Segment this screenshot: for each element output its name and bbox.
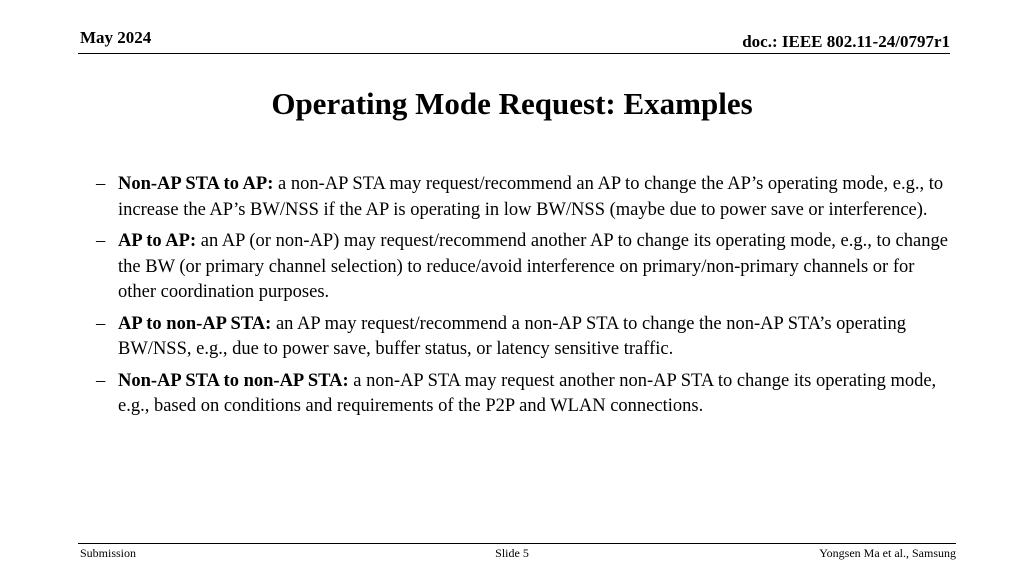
bullet-lead: Non-AP STA to non-AP STA: [118,370,354,391]
footer-divider [78,543,956,544]
bullet-list [96,172,956,426]
bullet-item [96,172,956,223]
footer-authors: Yongsen Ma et al., Samsung [819,546,956,560]
bullet-marker: – [96,370,106,391]
slide-title: Operating Mode Request: Examples [271,86,753,121]
bullet-lead: AP to non-AP STA: [118,313,276,334]
bullet-lead: Non-AP STA to AP: [118,174,279,194]
bullet-lead: AP to AP: [118,231,201,251]
bullet-marker: – [96,231,106,251]
bullet-text: a non-AP STA may request another non-AP STA to change its operating mode, e.g., based on conditions and requirements of the P2P and WLAN connections. [118,370,937,416]
header-doc-id: doc.: IEEE 802.11-24/0797r1 [742,32,950,51]
bullet-item [96,229,956,306]
bullet-item [96,312,956,363]
bullet-text: an AP (or non-AP) may request/recommend another AP to change its operating mode, e.g., to change the BW (or primary channel selection) to reduce/avoid interference on primary/non-primary channels or for other coordination purposes. [118,231,948,302]
bullet-marker: – [96,174,106,194]
footer-slide-number: Slide 5 [495,546,529,560]
bullet-item [96,369,956,420]
header-date: May 2024 [80,28,152,47]
bullet-text: a non-AP STA may request/recommend an AP to change the AP’s operating mode, e.g., to increase the AP’s BW/NSS if the AP is operating in low BW/NSS (maybe due to power save or interference). [118,174,944,220]
footer-submission: Submission [80,546,137,560]
header-divider [78,53,950,54]
bullet-text: an AP may request/recommend a non-AP STA to change the non-AP STA’s operating BW/NSS, e.g., due to power save, buffer status, or latency sensitive traffic. [118,313,907,359]
bullet-marker: – [96,313,106,334]
